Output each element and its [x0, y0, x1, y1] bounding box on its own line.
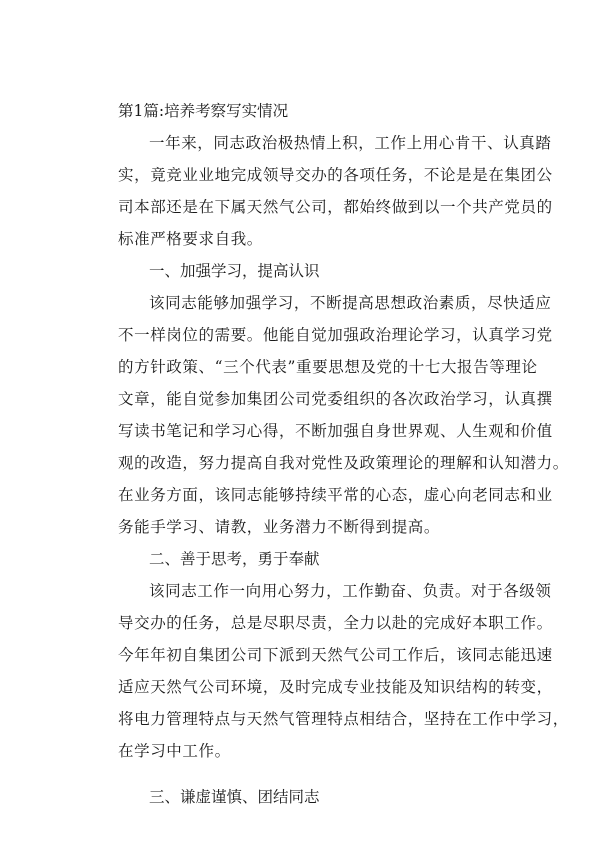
paragraph-line: 司本部还是在下属天然气公司，都始终做到以一个共产党员的 — [118, 198, 553, 216]
document-title: 第1篇:培养考察写实情况 — [118, 102, 289, 120]
paragraph-gap — [118, 767, 510, 781]
paragraph-line: 该同志工作一向用心努力，工作勤奋、负责。对于各级领 — [149, 582, 552, 600]
paragraph-line: 适应天然气公司环境，及时完成专业技能及知识结构的转变， — [118, 678, 553, 696]
paragraph-line: 将电力管理特点与天然气管理特点相结合，坚持在工作中学习， — [118, 710, 569, 728]
paragraph-line: 实，竟竞业业地完成领导交办的各项任务，不论是是在集团公 — [118, 166, 553, 184]
paragraph-line: 不一样岗位的需要。他能自觉加强政治理论学习，认真学习党 — [118, 326, 553, 344]
section-heading: 三、谦虚谨慎、团结同志 — [149, 788, 320, 806]
paragraph-line: 的方针政策、“三个代表”重要思想及党的十七大报告等理论 — [118, 358, 538, 376]
paragraph-line: 该同志能够加强学习，不断提高思想政治素质，尽快适应 — [149, 294, 552, 312]
paragraph-line: 观的改造，努力提高自我对党性及政策理论的理解和认知潜力。 — [118, 454, 569, 472]
paragraph-line: 导交办的任务，总是尽职尽责，全力以赴的完成好本职工作。 — [118, 614, 553, 632]
paragraph-line: 务能手学习、请教，业务潜力不断得到提高。 — [118, 518, 441, 536]
document-body — [118, 95, 569, 813]
paragraph-line: 文章，能自觉参加集团公司党委组织的各次政治学习，认真撰 — [118, 390, 553, 408]
paragraph-line: 一年来，同志政治极热情上积，工作上用心肯干、认真踏 — [149, 134, 552, 152]
section-heading: 一、加强学习，提高认识 — [149, 262, 320, 280]
paragraph-line: 写读书笔记和学习心得，不断加强自身世界观、人生观和价值 — [118, 422, 553, 440]
paragraph-line: 在学习中工作。 — [118, 742, 231, 760]
paragraph-line: 标准严格要求自我。 — [118, 230, 263, 248]
paragraph-line: 在业务方面，该同志能够持续平常的心态，虚心向老同志和业 — [118, 486, 553, 504]
section-heading: 二、善于思考，勇于奉献 — [149, 550, 320, 568]
paragraph-line: 今年年初自集团公司下派到天然气公司工作后，该同志能迅速 — [118, 646, 553, 664]
